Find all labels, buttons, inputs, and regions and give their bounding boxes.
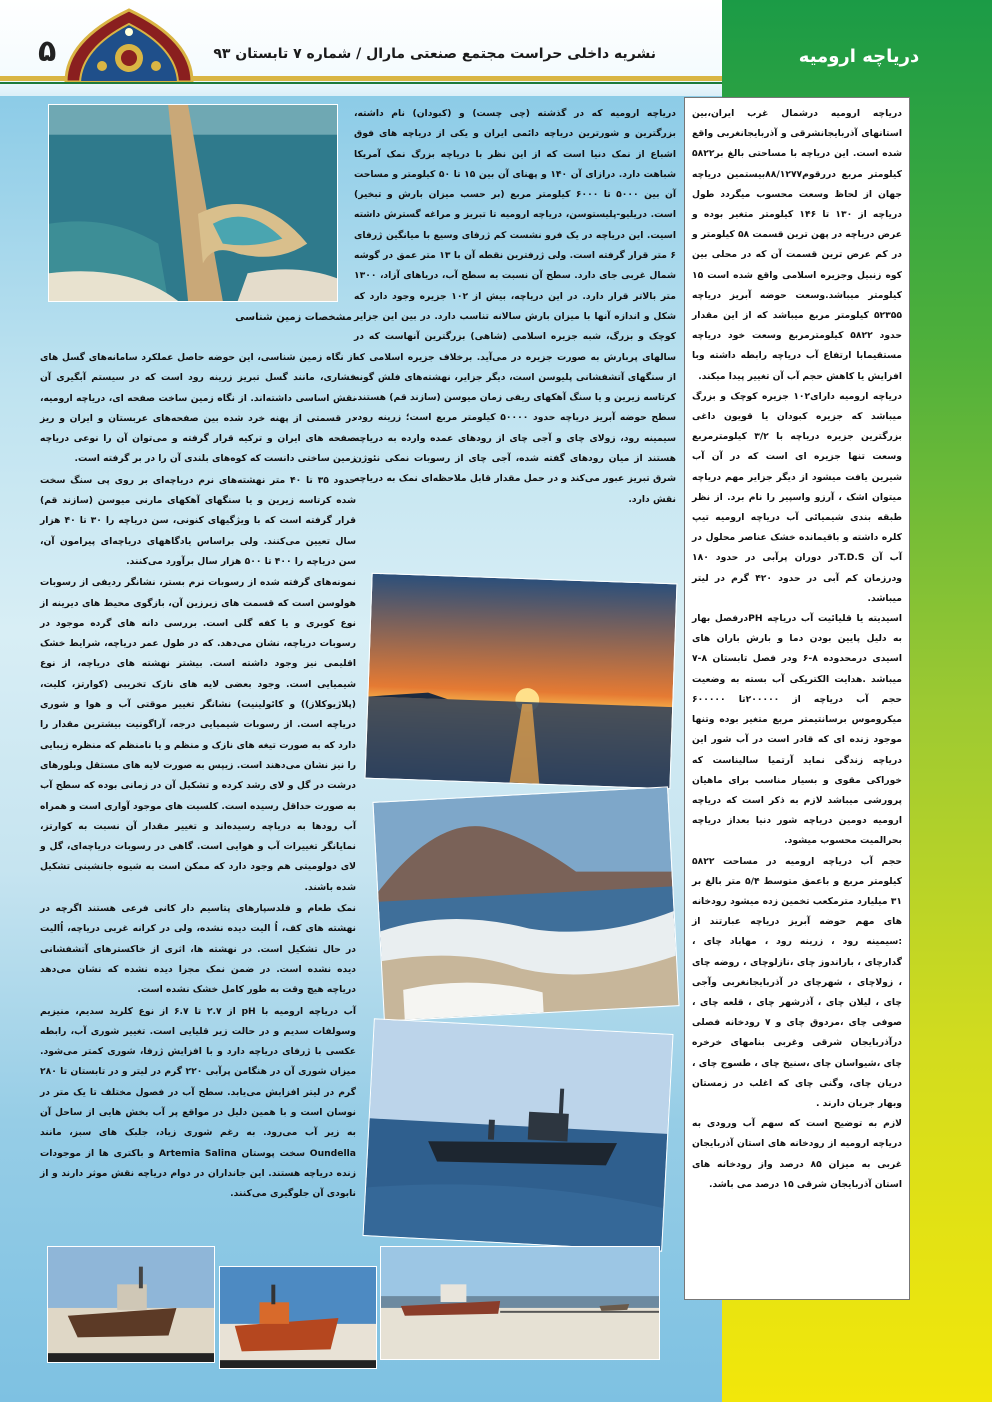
publication-title: نشریه داخلی حراست مجتمع صنعتی مارال / شماره ۷ تابستان ۹۳	[213, 46, 656, 62]
geology-column	[40, 348, 356, 1205]
geology-paragraph: آب دریاچه ارومیه با pH از ۲.۷ تا ۶.۷ از نوع کلرید سدیم، منیزیم وسولفات سدیم و در حالت زیر قلیایی است. تغییر شوری آب، رابطه عکسی با ژرفای دریاچه دارد و با افزایش ژرفا، شوری کمتر می‌شود. میزان شوری آن در هنگامن پرآبی ۲۲۰ گرم در لیتر و در تابستان تا ۲۸۰ گرم در لیتر افزایش می‌یابد. سطح آب در فصول مختلف تا یک متر در نوسان است و با همین دلیل در مواقع پر آب بخش هایی از ساحل آن به زیر آب می‌رود. به رغم شوری زیاد، جلبک های سبز، مانند Oundella سخت پوستان Artemia Salina و باکتری ها از موجودات زنده دریاچه هستند. این جانداران در دوام دریاچه نقش موثر دارند و از نابودی آن جلوگیری می‌کنند.	[40, 1005, 357, 1200]
intro-paragraph: دریاچه ارومیه که در گذشته (چی چست) و (کبودان) نام داشته، بزرگترین و شورترین دریاچه دائمی ایران و یکی از دریاچه های فوق اشباع از نمک دنیا است که از این نظر با دریاچه بزرگ نمک آمریکا شباهت دارد. درازای آن ۱۴۰ و پهنای آن بین ۱۵ تا ۵۰ کیلومتر و مساحت آن بین ۵۰۰۰ تا ۶۰۰۰ کیلومتر مربع (بر حسب میزان بارش و تبخیر) است. دریلیو-پلیستوسن، دریاچه ارومیه تا تبریز و مراغه گسترش داشته اسیت. این دریاچه در یک فرو نشست کم ژرفای وسیع با میانگین ژرفای ۶ متر قرار گرفته است. ولی ژرفترین نقطه آن با ۱۳ متر عمق در گوشه شمال غربی جای دارد. سطح آن نسبت به سطح آب، دریاهای آزاد، ۱۳۰۰ متر بالاتر قرار دارد. در این دریاچه، بیش از ۱۰۲ جزیره وجود دارد که شکل و اندازه آنها با میزان بارش سالانه تناسب دارد. در بین این جزایر کوچک و بزرگ، شبه جزیره اسلامی (شاهی) بزرگترین آنهاست که در سالهای پربارش به صورت جزیره در می‌آید. برخلاف جزیره اسلامی که از سنگهای آتشفشانی پلیوسن است، دیگر جزایر، نهشته‌های فلش گونه کرتاسه زیرین و یا سنگ آهکهای ریفی زمان میوسن (سازند قم) هستند. سطح حوضه آبریز دریاچه حدود ۵۰۰۰۰ کیلومتر مربع است؛ زرینه رود، سیمینه رود، زولای چای و آجی چای از رودهای عمده وارده به دریاچه هستند از میان رودهای گفته شده، آجی چای از رسوبات نمکی نئوژن شرق تبریز عبور می‌کند و در حمل مقدار قابل ملاحظه‌ای نمک به دریاچه نقش دارد.	[354, 108, 677, 505]
info-paragraph: دریاچه ارومیه درشمال غرب ایران،بین استانهای آذربایجانشرقی و آذربایجانغربی واقع شده است. این دریاچه با مساحتی بالغ بر۵۸۲۲ کیلومتر مربع دررقوم۸۸/۱۲۷۷بیستمین دریاچه جهان از لحاظ وسعت محسوب میگردد طول دریاچه از ۱۳۰ تا ۱۴۶ کیلومتر متغیر بوده و عرض دریاچه در پهن ترین قسمت ۵۸ کیلومتر و در کم عرض ترین قسمت آن که در محلی بین کوه زنبیل وجزیره اسلامی واقع شده است ۱۵ کیلومتر میباشد.وسعت حوضه آبریز دریاچه ۵۲۳۵۵ کیلومتر مربع میباشد که از این مقدار حدود ۵۸۲۲ کیلومترمربع وسعت خود دریاچه مستقیمابا ارتفاع آب دریاچه رابطه داشته وبا افزایش یا کاهش حجم آب آن تغییر پیدا میکند.	[692, 108, 903, 382]
salt-shore-photo	[372, 786, 679, 1021]
intro-column	[354, 104, 676, 510]
geology-paragraph: نمک طعام و فلدسپارهای پتاسیم دار کانی فرعی هستند اگرچه در نهشته های کف، اُ الیت دیده نشده، ولی در کرانه غربی دریاچه، اُالیت در حال تشکیل است. در نهشته ها، اثری از خاکسترهای آتشفشانی دیده نشده است. در ضمن نمک مجزا دیده نشده که نشان می‌دهد دریاچه هیچ وقت به طور کامل خشک نشده است.	[40, 903, 356, 996]
lake-info-box	[684, 97, 910, 1300]
page-number: ۵	[38, 34, 57, 69]
aerial-causeway-photo	[48, 104, 338, 302]
info-paragraph: دریاچه ارومیه دارای۱۰۲ جزیره کوچک و بزرگ میباشد که جزیره کبودان یا قویون داغی بزرگترین جزیره دریاچه با ۳/۲ کیلومترمربع وسعت تنها جزیره ای است که در آن آب شیرین یافت میشود از دیگر جزایر مهم دریاچه میتوان اشک ، آرزو واسپیر را نام برد. از نظر طبقه بندی شیمیائی آب دریاچه ارومیه تیپ کلره داشته و باقیمانده خشک عناصر محلول در آب آن T.D.Sدر دوران پرآبی در حدود ۱۸۰ ودرزمان کم آبی در حدود ۴۲۰ گرم در لیتر میباشد.	[692, 390, 902, 604]
geology-paragraph: نمونه‌های گرفته شده از رسوبات نرم بستر، نشانگر ردیفی از رسوبات هولوسن است که قسمت های زیرزین آن، بازگوی محیط های دیرینه از نوع کویری و یا کفه گلی است. بررسی دانه های گرده موجود در رسوبات دریاچه، نشان می‌دهد. که در طول عمر دریاچه، شرایط خشک اقلیمی نیز وجود داشته است. بیشتر نهشته های دریاچه، از نوع شیمیایی است. وجود بعضی لایه های نازک تخریبی (کوارتز، کلیت، (پلاژیوکلاز)) و کائولینیت) نشانگر تغییر موقتی آب و هوا و شوری دریاچه است. از رسوبات شیمیایی درجه، آراگونیت بیشترین مقدار را دارد که به صورت تیغه های نازک و منظم و یا نامنظم که منظره زیبایی را نیز نشان می‌دهند است. زیپس به صورت لایه های مستقل وبلورهای درشت در گل و لای رشد کرده و تشکیل آن در زمانی بوده که سطح آب به صورت حداقل رسیده است. کلسیت های موجود آواری است و همراه آب رودها به دریاچه رسیده‌اند و تغییر مقدار آن نسبت به کوارتز، نمایانگر تغییرات آب و هوایی است. گاهی در رسوبات دریاچه‌ای، گل و لای دولومیتی هم وجود دارد که ممکن است به شیوه جانشینی تشکیل شده باشند.	[40, 577, 356, 893]
info-paragraph: اسیدیته یا قلیائیت آب دریاچه PHدرفصل بهار به دلیل پایین بودن دما و بارش باران های اسیدی درمحدوده ۸-۶ ودر فصل تابستان ۸-۷ میباشد .هدایت الکتریکی آب بسته به وضعیت حجم آب دریاچه از ۲۰۰۰۰۰تا ۶۰۰۰۰۰ میکروموس برسانتیمتر مربع متغیر بوده وتنها موجود زنده ای که قادر است در آب شور این دریاچه زندگی نماید آرتمیا سالیناست که خوراکی مقوی و بسیار مناسب برای ماهیان پرورشی میباشد لازم به ذکر است که دریاچه ارومیه دومین دریاچه شور دنیا بعداز دریاچه بحرالمیت محسوب میشود.	[692, 613, 902, 847]
ship-on-lake-photo	[363, 1018, 674, 1251]
info-paragraph: حجم آب دریاچه ارومیه در مساحت ۵۸۲۲ کیلومتر مربع و باعمق متوسط ۵/۴ متر بالغ بر ۳۱ میلیارد مترمکعب تخمین زده میشود رودخانه های مهم حوضه آبریز دریاچه عبارتند از :سیمینه رود ، زرینه رود ، مهاباد چای ، گدارچای ، باراندوز چای ،نازلوچای ، روضه چای ، زولاچای ، شهرچای در آذربایجانغربی وآجی چای ، لیلان چای ، آذرشهر چای ، قلعه چای ، صوفی چای ،مردوق چای و ۷ رودخانه فصلی درآذربایجان شرقی وغربی بنامهای خرخره چای ،شیواسان چای ،سنیخ چای ، طسوج چای ، دریان چای، وگنی چای که اغلب در زمستان وبهار جریان دارند .	[692, 855, 903, 1109]
geology-paragraph: حدود ۳۵ تا ۴۰ متر نهشته‌های نرم دریاچه‌ای بر روی پی سنگ سخت شده کرتاسه زیرین و یا سنگهای آهکهای مارنی میوسن (سازند قم) قرار گرفته است که با ویژگیهای کنونی، سن دریاچه را ۳۰ تا ۴۰ هزار سال تعیین می‌کنند. ولی براساس یادگاههای دریاچه‌ای پیرامون آن، سن دریاچه را ۴۰۰ تا ۵۰۰ هزار سال برآورد می‌کنند.	[40, 474, 356, 567]
geology-heading: مشخصات زمین شناسی	[235, 312, 352, 323]
geology-paragraph: از نگاه زمین شناسی، این حوضه حاصل عملکرد سامانه‌های گسل های فشاری، مانند گسل تبریز زرینه رود است که در سیستم آبگیری آن نقش اساسی داشته‌اند. از نگاه زمین ساخت صفحه ای، دریاچه ارومیه، در قسمتی از پهنه خرد شده بین صفحه‌های عربستان و ایران و ریز صفحه های ایران و ترکیه قرار گرفته و می‌توان آن را نوعی دریاچه زمین ساختی دانست که کوه‌های بلندی آن را در بر گرفته است.	[40, 352, 356, 465]
rusty-ship-photo-1	[47, 1246, 215, 1363]
stranded-boat-photo	[380, 1246, 660, 1360]
rusty-ship-photo-2	[219, 1266, 377, 1369]
info-paragraph: لازم به توضیح است که سهم آب ورودی به دریاچه ارومیه از رودخانه های استان آذربایجان غربی به میزان ۸۵ درصد واز رودخانه های استان آذربایجان شرقی ۱۵ درصد می باشد.	[692, 1118, 903, 1190]
header-green-rule	[0, 82, 722, 84]
persian-ornament-icon	[62, 2, 196, 82]
section-title: دریاچه ارومیه	[798, 46, 920, 67]
sunset-lake-photo	[364, 573, 677, 790]
